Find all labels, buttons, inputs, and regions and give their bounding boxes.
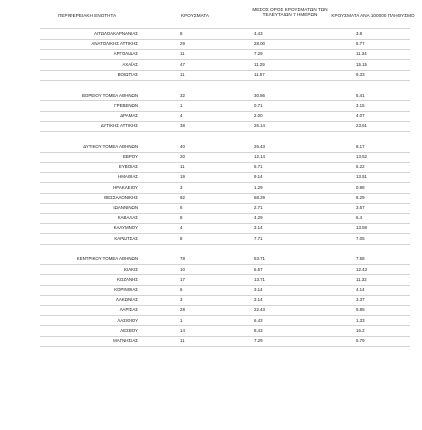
table-row	[0, 203, 422, 213]
region-cell: ΔΡΑΜΑΣ	[120, 112, 138, 118]
average-cell: 6.57	[254, 266, 263, 272]
per-100k-cell: 11.34	[356, 51, 367, 57]
average-cell: 3.14	[254, 286, 263, 292]
table-row	[0, 193, 422, 203]
average-cell: 1.29	[254, 184, 263, 190]
cases-cell: 1	[180, 317, 183, 323]
cases-cell: 17	[180, 276, 185, 282]
per-100k-cell: 3.57	[356, 205, 365, 210]
per-100k-cell: 5.41	[356, 92, 365, 98]
table-row	[0, 213, 422, 223]
average-cell: 11.57	[254, 71, 265, 77]
region-cell: ΔΥΤΙΚΗΣ ΑΤΤΙΚΗΣ	[100, 123, 138, 129]
table-row	[0, 183, 422, 193]
region-cell: ΚΟΖΑΝΗΣ	[117, 276, 138, 282]
region-cell: ΚΑΛΥΜΝΟΥ	[113, 225, 138, 231]
table-row	[0, 162, 422, 172]
table-row	[0, 316, 422, 326]
average-cell: 28.00	[254, 41, 265, 47]
average-cell: 2.00	[254, 112, 263, 118]
table-row	[0, 285, 422, 295]
per-100k-cell: 8.17	[356, 143, 365, 149]
region-cell: ΔΥΤΙΚΟΥ ΤΟΜΕΑ ΑΘΗΝΩΝ	[83, 143, 138, 149]
table-row	[0, 305, 422, 315]
per-100k-cell: 6.4	[356, 215, 363, 221]
table-row	[0, 29, 422, 39]
average-cell: 3.14	[254, 225, 263, 231]
average-cell: 11.29	[254, 61, 265, 67]
region-cell: ΗΜΑΘΙΑΣ	[118, 174, 138, 180]
per-100k-cell: 15.15	[356, 61, 367, 67]
cases-cell: 4	[180, 225, 183, 231]
cases-cell: 8	[180, 31, 183, 36]
region-cell: ΑΝΑΤΟΛΙΚΗΣ ΑΤΤΙΚΗΣ	[91, 41, 138, 47]
per-100k-cell: 5.77	[356, 41, 365, 47]
table-row	[0, 39, 422, 49]
region-cell: ΛΑΣΙΘΙΟΥ	[117, 317, 138, 323]
cases-cell: 11	[180, 337, 185, 343]
per-100k-cell: 0.98	[356, 184, 365, 190]
average-cell: 7.29	[254, 337, 263, 343]
region-cell: ΕΒΡΟΥ	[123, 154, 138, 159]
per-100k-cell: 7.58	[356, 256, 365, 262]
table-row	[0, 60, 422, 70]
region-cell: ΓΡΕΒΕΝΩΝ	[114, 102, 138, 108]
cases-cell: 20	[180, 154, 185, 159]
average-cell: 4.43	[254, 31, 263, 36]
cases-cell: 10	[180, 266, 185, 272]
header-cases-per-100k: ΚΡΟΥΣΜΑΤΑ ΑΝΑ 100000 ΠΛΗΘΥΣΜΟ	[331, 13, 415, 18]
region-cell: ΙΩΑΝΝΙΝΩΝ	[113, 205, 138, 210]
average-cell: 7.29	[254, 51, 263, 57]
per-100k-cell: 13.52	[356, 154, 367, 159]
per-100k-cell: 11.32	[356, 276, 367, 282]
average-cell: 26.14	[254, 123, 265, 129]
table-row	[0, 70, 422, 80]
cases-cell: 8	[180, 215, 183, 221]
header-seven-day-average: ΜΕΣΟΣ ΟΡΟΣ ΚΡΟΥΣΜΑΤΩΝ ΤΩΝ ΤΕΛΕΥΤΑΙΩΝ 7 ΗΜΕΡΩΝ	[252, 7, 328, 17]
average-cell: 2.71	[254, 205, 263, 210]
cases-cell: 11	[180, 164, 185, 170]
region-cell: ΕΥΒΟΙΑΣ	[118, 164, 138, 170]
per-100k-cell: 4.14	[356, 286, 365, 292]
per-100k-cell: 1.33	[356, 317, 365, 323]
region-cell: ΒΟΙΩΤΙΑΣ	[117, 71, 138, 77]
table-row	[0, 234, 422, 244]
region-cell: ΛΑΡΙΣΑΣ	[119, 307, 138, 313]
region-cell: ΑΧΑΪΑΣ	[122, 61, 138, 67]
cases-cell: 28	[180, 307, 185, 313]
per-100k-cell: 16.2	[356, 327, 365, 333]
average-cell: 8.43	[254, 327, 263, 333]
cases-cell: 40	[180, 143, 185, 149]
cases-cell: 6	[180, 286, 183, 292]
per-100k-cell: 12.43	[356, 266, 367, 272]
header-region: ΠΕΡΙΦΕΡΕΙΑΚΗ ΕΝΟΤΗΤΑ	[58, 13, 117, 18]
per-100k-cell: 7.05	[356, 235, 365, 241]
average-cell: 68.29	[254, 194, 265, 200]
average-cell: 30.86	[254, 92, 265, 98]
region-cell: ΘΕΣΣΑΛΟΝΙΚΗΣ	[103, 194, 138, 200]
header-cases: ΚΡΟΥΣΜΑΤΑ	[181, 13, 209, 18]
cases-cell: 1	[180, 102, 183, 108]
table-row	[0, 111, 422, 121]
per-100k-cell: 13.51	[356, 174, 367, 180]
per-100k-cell: 3.15	[356, 102, 365, 108]
table-row	[0, 275, 422, 285]
per-100k-cell: 3.8	[356, 31, 363, 36]
region-cell: ΑΡΓΟΛΙΔΑΣ	[113, 51, 138, 57]
table-row	[0, 91, 422, 101]
average-cell: 13.71	[254, 276, 265, 282]
cases-cell: 32	[180, 92, 185, 98]
average-cell: 26.43	[254, 143, 265, 149]
per-100k-cell: 9.85	[356, 307, 365, 313]
region-cell: ΛΑΚΩΝΙΑΣ	[115, 297, 138, 303]
region-cell: ΛΕΣΒΟΥ	[120, 327, 138, 333]
average-cell: 22.43	[254, 307, 265, 313]
cases-cell: 11	[180, 51, 185, 57]
average-cell: 6.43	[254, 317, 263, 323]
region-cell: ΒΟΡΕΙΟΥ ΤΟΜΕΑ ΑΘΗΝΩΝ	[82, 92, 138, 98]
table-row	[0, 49, 422, 59]
per-100k-cell: 13.58	[356, 225, 367, 231]
cases-cell: 3	[180, 184, 183, 190]
per-100k-cell: 5.22	[356, 164, 365, 170]
table-row	[0, 152, 422, 162]
region-cell: ΚΟΡΙΝΘΙΑΣ	[114, 286, 138, 292]
cases-cell: 19	[180, 174, 185, 180]
table-row	[0, 295, 422, 305]
average-cell: 53.71	[254, 256, 265, 262]
table-row	[0, 121, 422, 131]
average-cell: 6.71	[254, 164, 263, 170]
table-row	[0, 172, 422, 182]
per-100k-cell: 4.07	[356, 112, 365, 118]
table-header	[0, 7, 422, 29]
table-row	[0, 254, 422, 264]
average-cell: 9.14	[254, 174, 263, 180]
region-cell: ΑΙΤΩΛΟΑΚΑΡΝΑΝΙΑΣ	[93, 31, 138, 36]
cases-cell: 47	[180, 61, 185, 67]
per-100k-cell: 9.33	[356, 71, 365, 77]
per-100k-cell: 8.29	[356, 194, 365, 200]
per-100k-cell: 5.79	[356, 337, 365, 343]
row-divider	[40, 80, 410, 81]
cases-cell: 29	[180, 41, 185, 47]
cases-cell: 78	[180, 256, 185, 262]
average-cell: 7.71	[254, 235, 263, 241]
cases-cell: 8	[180, 235, 183, 241]
table-row	[0, 142, 422, 152]
average-cell: 0.71	[254, 102, 263, 108]
row-divider	[40, 131, 410, 132]
average-cell: 12.14	[254, 154, 265, 159]
average-cell: 4.29	[254, 215, 263, 221]
cases-cell: 4	[180, 112, 183, 118]
cases-cell: 14	[180, 327, 185, 333]
region-cell: ΜΑΓΝΗΣΙΑΣ	[113, 337, 138, 343]
region-cell: ΚΑΒΑΛΑΣ	[117, 215, 138, 221]
per-100k-cell: 3.37	[356, 297, 365, 303]
cases-cell: 38	[180, 123, 185, 129]
table-row	[0, 101, 422, 111]
cases-cell: 6	[180, 205, 183, 210]
table-row	[0, 326, 422, 336]
cases-cell: 92	[180, 194, 185, 200]
table-row	[0, 336, 422, 346]
cases-cell: 11	[180, 71, 185, 77]
per-100k-cell: 23.61	[356, 123, 367, 129]
region-cell: ΚΑΡΔΙΤΣΑΣ	[114, 235, 138, 241]
average-cell: 3.14	[254, 297, 263, 303]
row-divider	[40, 346, 410, 347]
row-divider	[40, 244, 410, 245]
table-row	[0, 265, 422, 275]
region-cell: ΚΕΝΤΡΙΚΟΥ ΤΟΜΕΑ ΑΘΗΝΩΝ	[76, 256, 138, 262]
table-row	[0, 223, 422, 233]
cases-cell: 3	[180, 297, 183, 303]
region-cell: ΚΙΛΚΙΣ	[124, 266, 138, 272]
region-cell: ΗΡΑΚΛΕΙΟΥ	[113, 184, 138, 190]
